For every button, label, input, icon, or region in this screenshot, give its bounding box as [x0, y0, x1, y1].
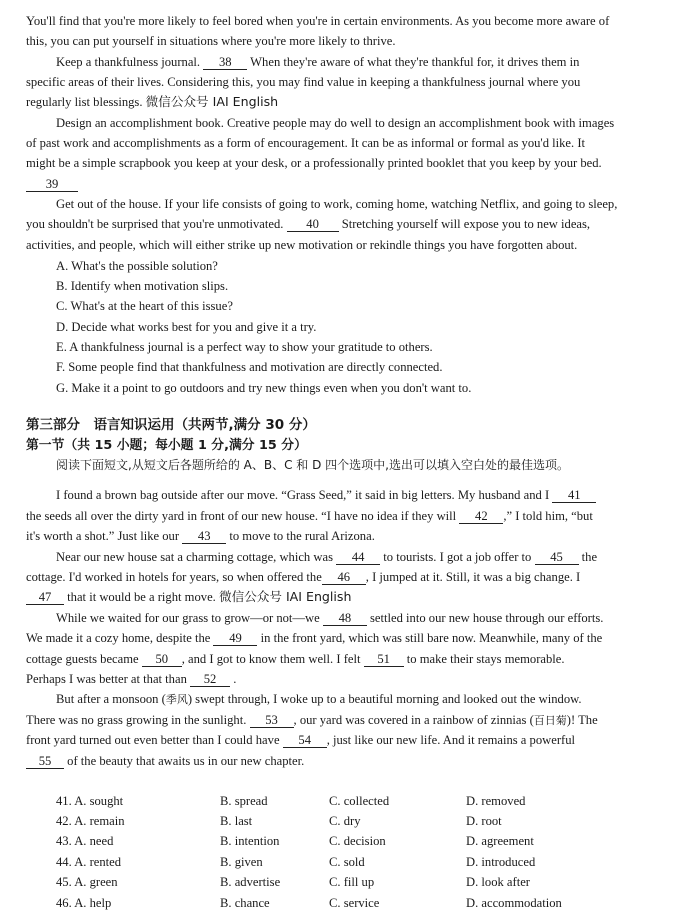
- text-span: ) swept through, I woke up to a beautiful morning and looked out the window.: [187, 692, 582, 706]
- choice-b: B. given: [220, 855, 263, 869]
- text-span: in the front yard, which was still bare now. Meanwhile, many of the: [260, 631, 603, 645]
- text-span: While we waited for our grass to grow—or not—we: [56, 611, 320, 625]
- passage-line: [26, 587, 666, 607]
- blank-51: 51: [364, 652, 404, 667]
- option-g: G. Make it a point to go outdoors and try new things even when you don't want to.: [56, 381, 472, 395]
- blank-39: 39: [26, 177, 78, 192]
- text-span: Perhaps I was better at that than: [26, 672, 187, 686]
- passage-line: [26, 92, 666, 112]
- passage-line: [26, 72, 666, 92]
- subsection-title: 第一节（共 15 小题；每小题 1 分,满分 15 分）: [26, 438, 307, 453]
- choice-row: [0, 852, 692, 872]
- choice-c: C. collected: [329, 794, 390, 808]
- choice-c: C. sold: [329, 855, 365, 869]
- watermark-text: 微信公众号 IAI English: [218, 589, 352, 604]
- text-span: it's worth a shot.” Just like our: [26, 529, 180, 543]
- text-span: to make their stays memorable.: [406, 652, 565, 666]
- option-f: F. Some people find that thankfulness and motivation are directly connected.: [56, 360, 443, 374]
- choice-a: 43. A. need: [56, 834, 114, 848]
- text-span: might be a simple scrapbook you keep at your desk, or a professionally printed booklet that you keep by your bed.: [26, 156, 602, 170]
- text-span: We made it a cozy home, despite the: [26, 631, 211, 645]
- choice-a: 44. A. rented: [56, 855, 122, 869]
- choice-b: B. last: [220, 814, 253, 828]
- option-c: C. What's at the heart of this issue?: [56, 299, 233, 313]
- passage-line: [26, 153, 666, 173]
- text-span: to tourists. I got a job offer to: [383, 550, 532, 564]
- text-span: Design an accomplishment book. Creative people may do well to design an accomplishment book with images: [56, 116, 615, 130]
- passage-line: [26, 567, 666, 587]
- instructions: 阅读下面短文,从短文后各题所给的 A、B、C 和 D 四个选项中,选出可以填入空白处的最佳选项。: [56, 458, 569, 472]
- text-span: Near our new house sat a charming cottage, which was: [56, 550, 333, 564]
- choice-c: C. service: [329, 896, 380, 910]
- choice-c: C. dry: [329, 814, 361, 828]
- choice-b: B. intention: [220, 834, 280, 848]
- passage-line: [26, 174, 666, 194]
- choice-c: C. fill up: [329, 875, 375, 889]
- text-span: the: [581, 550, 598, 564]
- passage-line: [26, 133, 666, 153]
- text-span: 百日菊: [533, 714, 567, 727]
- passage-line: [56, 547, 666, 567]
- passage-line: [56, 608, 666, 628]
- choice-b: B. spread: [220, 794, 268, 808]
- text-span: front yard turned out even better than I could have: [26, 733, 280, 747]
- text-span: that it would be a right move.: [67, 590, 216, 604]
- blank-47: 47: [26, 590, 64, 605]
- passage-line: [26, 751, 666, 771]
- blank-49: 49: [213, 631, 257, 646]
- choice-c: C. decision: [329, 834, 386, 848]
- text-span: settled into our new house through our efforts.: [370, 611, 604, 625]
- choice-a: 45. A. green: [56, 875, 118, 889]
- blank-55: 55: [26, 754, 64, 769]
- choice-row: [0, 831, 692, 851]
- passage-line: [56, 689, 666, 710]
- blank-45: 45: [535, 550, 579, 565]
- blank-48: 48: [323, 611, 367, 626]
- blank-52: 52: [190, 672, 230, 687]
- text-span: .: [233, 672, 237, 686]
- option-b: B. Identify when motivation slips.: [56, 279, 229, 293]
- text-span: Keep a thankfulness journal.: [56, 55, 201, 69]
- choice-a: 42. A. remain: [56, 814, 125, 828]
- passage-line: [26, 649, 666, 669]
- blank-40: 40: [287, 217, 339, 232]
- section-title: 第三部分 语言知识运用（共两节,满分 30 分）: [26, 417, 316, 433]
- text-span: , I jumped at it. Still, it was a big change. I: [365, 570, 581, 584]
- passage-line: [56, 52, 666, 72]
- watermark-text: 微信公众号 IAI English: [145, 94, 279, 109]
- text-span: of the beauty that awaits us in our new chapter.: [67, 754, 305, 768]
- choice-d: D. root: [466, 814, 502, 828]
- text-span: , our yard was covered in a rainbow of zinnias (: [293, 713, 534, 727]
- text-span: of past work and accomplishments as a form of encouragement. It can be as informal or formal as you'd like. It: [26, 136, 586, 150]
- text-span: specific areas of their lives. Considering this, you may find value in keeping a thankfulness journal where you: [26, 75, 581, 89]
- blank-43: 43: [182, 529, 226, 544]
- text-span: 季风: [165, 693, 188, 706]
- choice-row: [0, 791, 692, 811]
- text-span: )! The: [566, 713, 598, 727]
- choice-d: D. agreement: [466, 834, 534, 848]
- passage-line: [56, 485, 666, 505]
- passage-line: [26, 31, 666, 51]
- text-span: I found a brown bag outside after our move. “Grass Seed,” it said in big letters. My husband and I: [56, 488, 550, 502]
- blank-54: 54: [283, 733, 327, 748]
- text-span: cottage. I'd worked in hotels for years, so when offered the: [26, 570, 322, 584]
- choice-row: [0, 811, 692, 831]
- option-a: A. What's the possible solution?: [56, 259, 218, 273]
- text-span: When they're aware of what they're thankful for, it drives them in: [250, 55, 580, 69]
- text-span: the seeds all over the dirty yard in front of our new house. “I have no idea if they will: [26, 509, 457, 523]
- blank-41: 41: [552, 488, 596, 503]
- passage-line: [26, 526, 666, 546]
- passage-line: [26, 506, 666, 526]
- text-span: this, you can put yourself in situations where you're more likely to thrive.: [26, 34, 396, 48]
- text-span: you shouldn't be surprised that you're unmotivated.: [26, 217, 284, 231]
- text-span: Stretching yourself will expose you to new ideas,: [341, 217, 591, 231]
- text-span: , just like our new life. And it remains a powerful: [326, 733, 576, 747]
- text-span: You'll find that you're more likely to feel bored when you're in certain environments. As you become more aware of: [26, 14, 610, 28]
- choice-d: D. accommodation: [466, 896, 562, 910]
- text-span: activities, and people, which will either strike up new motivation or rekindle things you have forgotten about.: [26, 238, 578, 252]
- passage-line: [26, 214, 666, 234]
- choice-a: 41. A. sought: [56, 794, 124, 808]
- passage-line: [26, 730, 666, 750]
- text-span: Get out of the house. If your life consists of going to work, coming home, watching Netflix, and going to sleep,: [56, 197, 618, 211]
- passage-line: [26, 628, 666, 648]
- choice-b: B. chance: [220, 896, 270, 910]
- text-span: to move to the rural Arizona.: [229, 529, 375, 543]
- text-span: But after a monsoon (: [56, 692, 166, 706]
- choice-d: D. introduced: [466, 855, 536, 869]
- option-d: D. Decide what works best for you and give it a try.: [56, 320, 317, 334]
- choice-row: [0, 893, 692, 913]
- choice-d: D. look after: [466, 875, 530, 889]
- blank-53: 53: [250, 713, 294, 728]
- blank-44: 44: [336, 550, 380, 565]
- option-e: E. A thankfulness journal is a perfect way to show your gratitude to others.: [56, 340, 433, 354]
- choice-b: B. advertise: [220, 875, 281, 889]
- blank-42: 42: [459, 509, 503, 524]
- passage-line: [26, 669, 666, 689]
- choice-a: 46. A. help: [56, 896, 112, 910]
- passage-line: [26, 710, 666, 731]
- text-span: , and I got to know them well. I felt: [181, 652, 361, 666]
- text-span: regularly list blessings.: [26, 95, 143, 109]
- choice-row: [0, 872, 692, 892]
- choice-d: D. removed: [466, 794, 526, 808]
- text-span: cottage guests became: [26, 652, 139, 666]
- passage-line: [56, 194, 666, 214]
- blank-38: 38: [203, 55, 247, 70]
- passage-line: [26, 235, 666, 255]
- passage-line: [26, 11, 666, 31]
- passage-line: [56, 113, 666, 133]
- text-span: There was no grass growing in the sunlight.: [26, 713, 247, 727]
- blank-50: 50: [142, 652, 182, 667]
- text-span: ,” I told him, “but: [503, 509, 593, 523]
- blank-46: 46: [322, 570, 366, 585]
